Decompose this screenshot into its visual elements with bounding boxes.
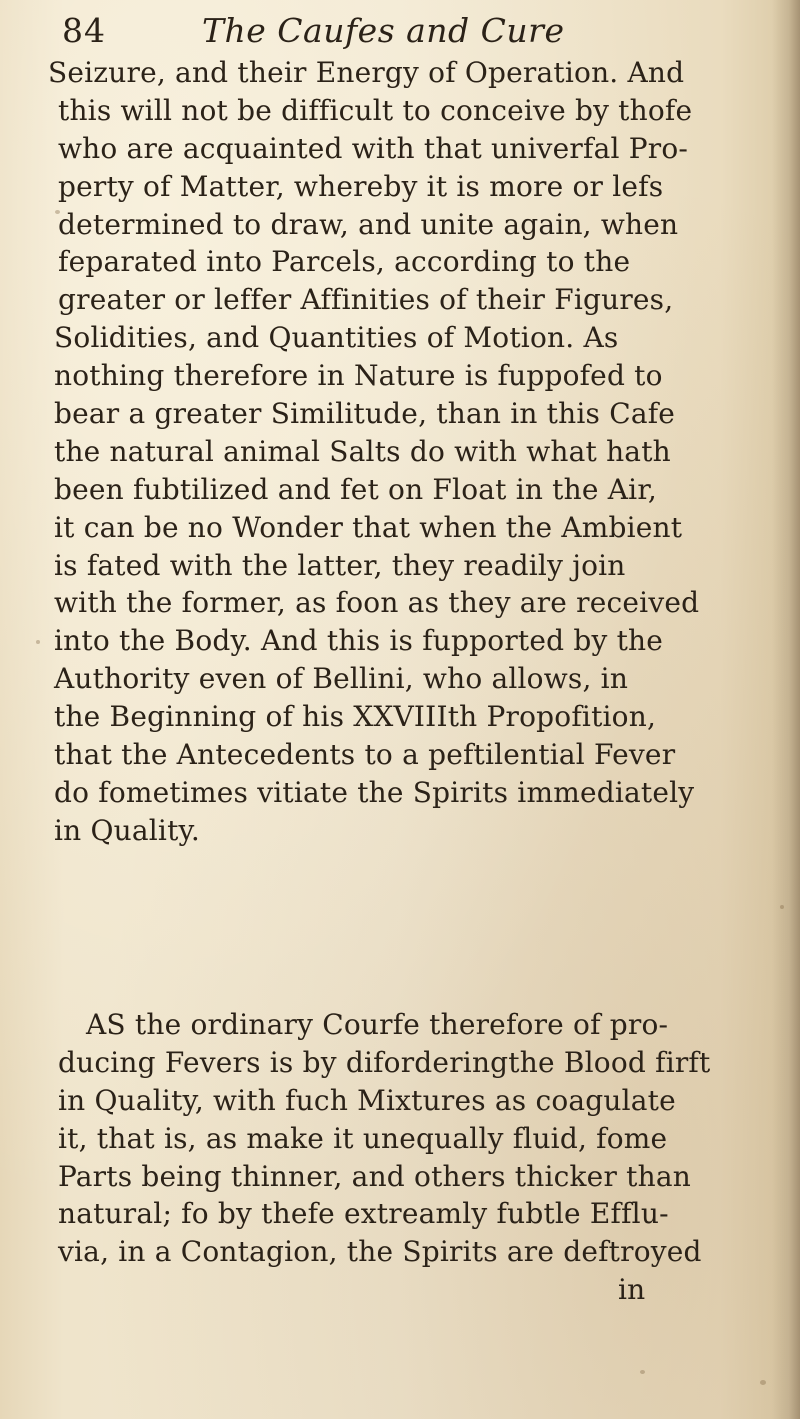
text-line: bear a greater Similitude, than in this Cafe <box>54 397 676 431</box>
text-line: AS the ordinary Courfe therefore of pro- <box>86 1008 669 1041</box>
text-line: feparated into Parcels, according to the <box>58 245 631 279</box>
text-line: that the Antecedents to a peftilential Fever <box>54 738 676 772</box>
text-line: perty of Matter, whereby it is more or lefs <box>58 169 664 203</box>
text-line: this will not be difficult to conceive by thofe <box>58 93 693 127</box>
text-line: it, that is, as make it unequally fluid, fome <box>58 1121 668 1155</box>
page-edge-shadow <box>772 0 800 1419</box>
text-line: greater or leffer Affinities of their Figures, <box>58 283 674 317</box>
paragraph-1 <box>48 54 768 850</box>
text-line: nothing therefore in Nature is fuppofed to <box>54 359 663 393</box>
text-line: do fometimes vitiate the Spirits immediately <box>54 775 695 809</box>
text-line: who are acquainted with that univerfal Pro- <box>58 131 689 165</box>
text-line: natural; fo by thefe extreamly fubtle Efflu- <box>58 1197 669 1231</box>
foxing-spot <box>780 905 784 909</box>
text-line: determined to draw, and unite again, when <box>58 207 679 241</box>
foxing-spot <box>36 640 40 644</box>
text-line: in Quality, with fuch Mixtures as coagulate <box>58 1083 676 1117</box>
running-title: The Caufes and Cure <box>202 11 565 50</box>
foxing-spot <box>760 1380 766 1385</box>
text-line: Solidities, and Quantities of Motion. As <box>54 321 619 355</box>
text-line: is fated with the latter, they readily join <box>54 548 626 582</box>
text-line: into the Body. And this is fupported by the <box>54 624 664 658</box>
page-header <box>62 8 742 54</box>
text-line: with the former, as foon as they are received <box>54 586 700 620</box>
text-line: ducing Fevers is by diforderingthe Blood firft <box>58 1045 711 1079</box>
page-number: 84 <box>62 11 106 50</box>
text-line: via, in a Contagion, the Spirits are deftroyed <box>58 1235 702 1269</box>
text-line: it can be no Wonder that when the Ambient <box>54 510 683 544</box>
catchword: in <box>618 1273 646 1307</box>
foxing-spot <box>640 1370 645 1374</box>
text-line: been fubtilized and fet on Float in the Air, <box>54 472 657 506</box>
text-line: the natural animal Salts do with what hath <box>54 434 671 468</box>
text-line: Parts being thinner, and others thicker than <box>58 1159 691 1193</box>
text-line: the Beginning of his XXVIIIth Propofition, <box>54 700 657 734</box>
text-line: in Quality. <box>54 813 200 847</box>
text-line: Seizure, and their Energy of Operation. And <box>48 56 685 89</box>
text-line: Authority even of Bellini, who allows, in <box>54 662 629 696</box>
paragraph-2 <box>48 1006 768 1309</box>
